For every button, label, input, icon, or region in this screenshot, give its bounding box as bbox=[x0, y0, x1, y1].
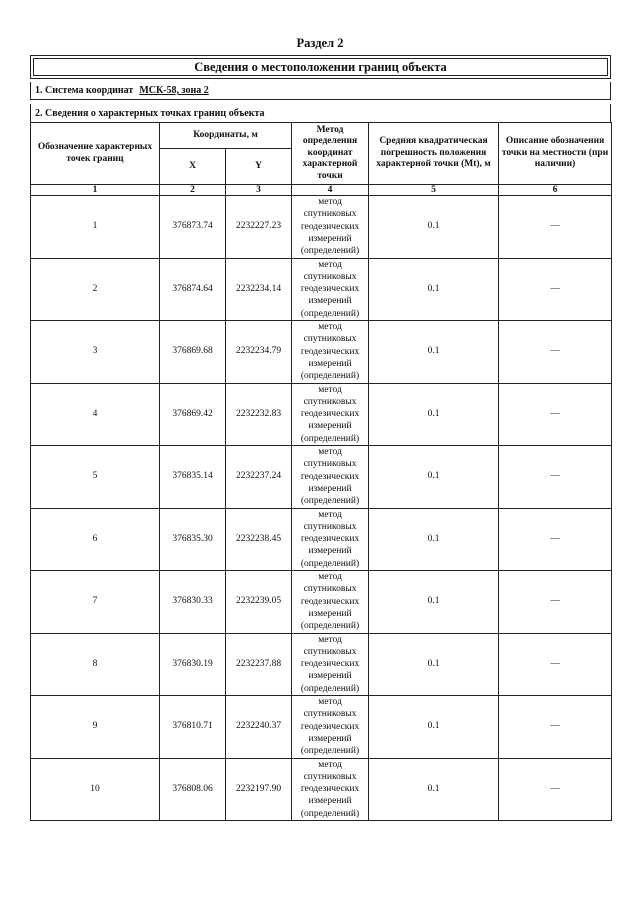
y-cell: 2232234.14 bbox=[226, 258, 292, 321]
y-cell: 2232237.24 bbox=[226, 446, 292, 509]
method-line: (определений) bbox=[300, 308, 360, 319]
method-cell bbox=[292, 633, 369, 696]
method-line: (определений) bbox=[300, 558, 360, 569]
description-cell: — bbox=[499, 696, 612, 759]
x-cell: 376869.68 bbox=[160, 321, 226, 384]
method-line: метод bbox=[318, 197, 342, 208]
method-line: спутниковых bbox=[303, 459, 357, 470]
y-cell: 2232232.83 bbox=[226, 383, 292, 446]
table-row bbox=[31, 383, 612, 446]
method-cell bbox=[292, 258, 369, 321]
col-x: X bbox=[160, 149, 226, 185]
document-header bbox=[30, 55, 611, 79]
point-cell: 2 bbox=[31, 258, 160, 321]
table-row bbox=[31, 508, 612, 571]
method-line: геодезических bbox=[300, 221, 360, 232]
description-cell: — bbox=[499, 383, 612, 446]
description-cell: — bbox=[499, 321, 612, 384]
method-line: (определений) bbox=[300, 371, 360, 382]
method-line: измерений bbox=[308, 671, 352, 682]
description-cell: — bbox=[499, 258, 612, 321]
method-line: геодезических bbox=[300, 721, 360, 732]
column-number-row bbox=[31, 185, 612, 196]
method-line: измерений bbox=[308, 358, 352, 369]
precision-cell: 0.1 bbox=[369, 258, 499, 321]
description-cell: — bbox=[499, 758, 612, 821]
y-cell: 2232197.90 bbox=[226, 758, 292, 821]
method-line: (определений) bbox=[300, 246, 360, 257]
point-cell: 8 bbox=[31, 633, 160, 696]
method-line: измерений bbox=[308, 483, 352, 494]
precision-cell: 0.1 bbox=[369, 321, 499, 384]
method-line: измерений bbox=[308, 546, 352, 557]
points-section-line bbox=[30, 104, 611, 122]
method-cell bbox=[292, 196, 369, 259]
point-cell: 1 bbox=[31, 196, 160, 259]
point-cell: 3 bbox=[31, 321, 160, 384]
col-precision: Средняя квадратическая погрешность положения характерной точки (Mt), м bbox=[369, 123, 499, 185]
column-number: 4 bbox=[292, 185, 369, 196]
method-line: спутниковых bbox=[303, 771, 357, 782]
method-line: спутниковых bbox=[303, 396, 357, 407]
table-row bbox=[31, 758, 612, 821]
boundary-document bbox=[30, 55, 611, 821]
point-cell: 4 bbox=[31, 383, 160, 446]
method-line: (определений) bbox=[300, 808, 360, 819]
precision-cell: 0.1 bbox=[369, 446, 499, 509]
method-line: измерений bbox=[308, 233, 352, 244]
point-cell: 9 bbox=[31, 696, 160, 759]
method-cell bbox=[292, 446, 369, 509]
method-cell bbox=[292, 696, 369, 759]
column-number: 1 bbox=[31, 185, 160, 196]
precision-cell: 0.1 bbox=[369, 633, 499, 696]
precision-cell: 0.1 bbox=[369, 696, 499, 759]
x-cell: 376830.33 bbox=[160, 571, 226, 634]
description-cell: — bbox=[499, 446, 612, 509]
method-line: (определений) bbox=[300, 496, 360, 507]
method-line: спутниковых bbox=[303, 271, 357, 282]
table-row bbox=[31, 258, 612, 321]
col-y: Y bbox=[226, 149, 292, 185]
point-cell: 7 bbox=[31, 571, 160, 634]
x-cell: 376873.74 bbox=[160, 196, 226, 259]
precision-cell: 0.1 bbox=[369, 196, 499, 259]
coord-system-value: МСК-58, зона 2 bbox=[139, 85, 209, 96]
method-line: геодезических bbox=[300, 534, 360, 545]
method-cell bbox=[292, 758, 369, 821]
points-section-label: 2. Сведения о характерных точках границ объекта bbox=[35, 107, 265, 119]
table-row bbox=[31, 446, 612, 509]
method-cell bbox=[292, 321, 369, 384]
method-cell bbox=[292, 383, 369, 446]
description-cell: — bbox=[499, 508, 612, 571]
method-line: геодезических bbox=[300, 659, 360, 670]
method-line: (определений) bbox=[300, 621, 360, 632]
x-cell: 376830.19 bbox=[160, 633, 226, 696]
method-line: геодезических bbox=[300, 409, 360, 420]
method-line: спутниковых bbox=[303, 584, 357, 595]
method-line: метод bbox=[318, 447, 342, 458]
points-table bbox=[30, 122, 612, 821]
method-line: измерений bbox=[308, 796, 352, 807]
y-cell: 2232237.88 bbox=[226, 633, 292, 696]
x-cell: 376835.30 bbox=[160, 508, 226, 571]
precision-cell: 0.1 bbox=[369, 758, 499, 821]
method-line: измерений bbox=[308, 421, 352, 432]
method-line: метод bbox=[318, 384, 342, 395]
method-line: метод bbox=[318, 697, 342, 708]
method-line: измерений bbox=[308, 296, 352, 307]
method-line: спутниковых bbox=[303, 209, 357, 220]
method-line: спутниковых bbox=[303, 709, 357, 720]
precision-cell: 0.1 bbox=[369, 508, 499, 571]
method-line: геодезических bbox=[300, 284, 360, 295]
method-cell bbox=[292, 571, 369, 634]
method-line: (определений) bbox=[300, 746, 360, 757]
method-line: спутниковых bbox=[303, 521, 357, 532]
section-title: Раздел 2 bbox=[296, 36, 344, 50]
column-number: 2 bbox=[160, 185, 226, 196]
method-line: измерений bbox=[308, 608, 352, 619]
x-cell: 376835.14 bbox=[160, 446, 226, 509]
table-row bbox=[31, 196, 612, 259]
method-line: измерений bbox=[308, 733, 352, 744]
method-line: метод bbox=[318, 759, 342, 770]
column-number: 6 bbox=[499, 185, 612, 196]
x-cell: 376808.06 bbox=[160, 758, 226, 821]
method-line: метод bbox=[318, 322, 342, 333]
y-cell: 2232227.23 bbox=[226, 196, 292, 259]
y-cell: 2232238.45 bbox=[226, 508, 292, 571]
method-line: метод bbox=[318, 509, 342, 520]
y-cell: 2232239.05 bbox=[226, 571, 292, 634]
method-line: геодезических bbox=[300, 346, 360, 357]
method-line: метод bbox=[318, 572, 342, 583]
y-cell: 2232240.37 bbox=[226, 696, 292, 759]
col-description: Описание обозначения точки на местности (при наличии) bbox=[499, 123, 612, 185]
method-line: (определений) bbox=[300, 433, 360, 444]
method-line: спутниковых bbox=[303, 334, 357, 345]
table-row bbox=[31, 571, 612, 634]
y-cell: 2232234.79 bbox=[226, 321, 292, 384]
description-cell: — bbox=[499, 196, 612, 259]
col-designation: Обозначение характерных точек границ bbox=[31, 123, 160, 185]
col-coordinates: Координаты, м bbox=[160, 123, 292, 149]
method-cell bbox=[292, 508, 369, 571]
method-line: геодезических bbox=[300, 471, 360, 482]
header-title: Сведения о местоположении границ объекта bbox=[194, 59, 447, 74]
method-line: спутниковых bbox=[303, 646, 357, 657]
table-row bbox=[31, 633, 612, 696]
table-row bbox=[31, 696, 612, 759]
description-cell: — bbox=[499, 633, 612, 696]
x-cell: 376810.71 bbox=[160, 696, 226, 759]
method-line: метод bbox=[318, 634, 342, 645]
precision-cell: 0.1 bbox=[369, 383, 499, 446]
method-line: (определений) bbox=[300, 683, 360, 694]
point-cell: 6 bbox=[31, 508, 160, 571]
table-row bbox=[31, 321, 612, 384]
x-cell: 376869.42 bbox=[160, 383, 226, 446]
coord-system-line bbox=[30, 82, 611, 100]
description-cell: — bbox=[499, 571, 612, 634]
coord-system-label: 1. Система координат bbox=[35, 85, 134, 96]
column-number: 5 bbox=[369, 185, 499, 196]
point-cell: 10 bbox=[31, 758, 160, 821]
point-cell: 5 bbox=[31, 446, 160, 509]
x-cell: 376874.64 bbox=[160, 258, 226, 321]
method-line: геодезических bbox=[300, 784, 360, 795]
col-method: Метод определения координат характерной точки bbox=[292, 123, 369, 185]
precision-cell: 0.1 bbox=[369, 571, 499, 634]
method-line: геодезических bbox=[300, 596, 360, 607]
column-number: 3 bbox=[226, 185, 292, 196]
method-line: метод bbox=[318, 259, 342, 270]
